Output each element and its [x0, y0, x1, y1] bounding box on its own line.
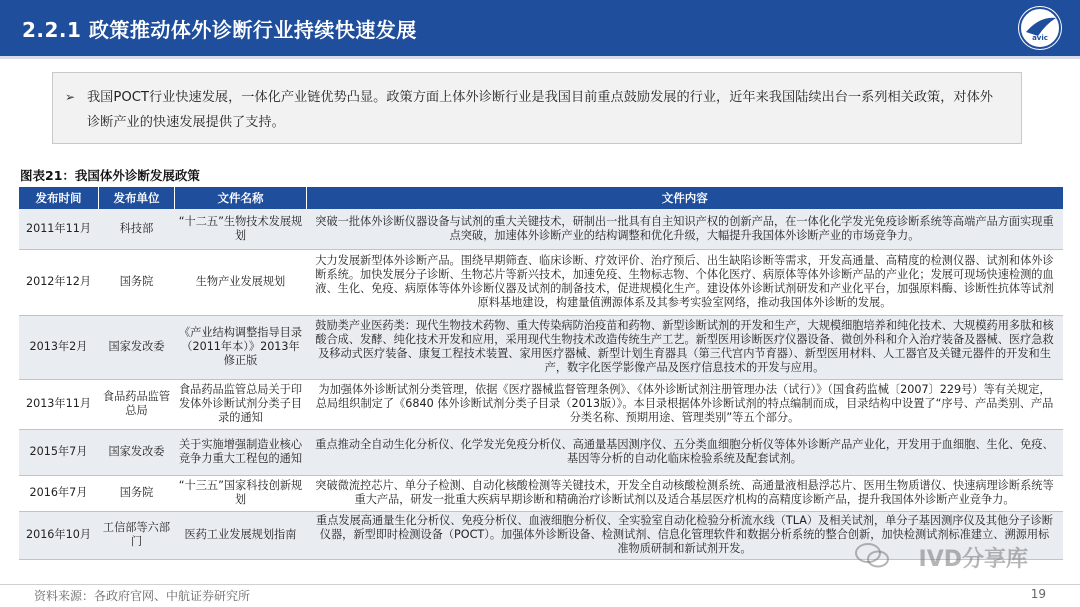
table-header-row — [19, 187, 1063, 209]
footer-divider — [0, 584, 1080, 585]
header-bar — [0, 0, 1080, 56]
table-row — [19, 249, 1063, 315]
cell-name: 关于实施增强制造业核心竞争力重大工程包的通知 — [175, 429, 307, 475]
intro-box — [52, 72, 1022, 144]
table-row — [19, 379, 1063, 429]
cell-unit: 国家发改委 — [99, 429, 175, 475]
table-row — [19, 429, 1063, 475]
header-name: 文件名称 — [175, 187, 307, 209]
cell-name: 《产业结构调整指导目录（2011年本）》2013年修正版 — [175, 315, 307, 379]
header-unit: 发布单位 — [99, 187, 175, 209]
cell-content: 突破微流控芯片、单分子检测、自动化核酸检测等关键技术，开发全自动核酸检测系统、高通量液相悬浮芯片、医用生物质谱仪、快速病理诊断系统等重大产品，研发一批重大疾病早期诊断和精确治疗诊断试剂以及适合基层医疗机构的高精度诊断产品，提升我国体外诊断产业竞争力。 — [307, 475, 1063, 511]
header-content: 文件内容 — [307, 187, 1063, 209]
cell-content: 为加强体外诊断试剂分类管理，依据《医疗器械监督管理条例》、《体外诊断试剂注册管理办法（试行）》（国食药监械〔2007〕229号）等有关规定，总局组织制定了《6840 体外诊断试剂分类子目录（2013版）》。本目录根据体外诊断试剂的特点编制而成，目录结构中设置了“序号、产品类别、产品分类名称、预期用途、管理类别”等五个部分。 — [307, 379, 1063, 429]
cell-content: 鼓励类产业医药类：现代生物技术药物、重大传染病防治疫苗和药物、新型诊断试剂的开发和生产，大规模细胞培养和纯化技术、大规模药用多肽和核酸合成、发酵、纯化技术开发和应用，采用现代生物技术改造传统生产工艺。新型医用诊断医疗仪器设备、微创外科和介入治疗装备及器械、医疗急救及移动式医疗装备、康复工程技术装置、家用医疗器械、新型计划生育器具（第三代宫内节育器）、新型医用材料、人工器官及关键元器件的开发和生产，数字化医学影像产品及医疗信息技术的开发与应用。 — [307, 315, 1063, 379]
cell-unit: 国务院 — [99, 249, 175, 315]
cell-content: 重点发展高通量生化分析仪、免疫分析仪、血液细胞分析仪、全实验室自动化检验分析流水线（TLA）及相关试剂，单分子基因测序仪及其他分子诊断仪器，新型即时检测设备（POCT）。加强体外诊断设备、检测试剂、信息化管理软件和数据分析系统的整合创新，加快检测试剂标准建立、溯源用标准物质研制和新试剂开发。 — [307, 511, 1063, 559]
footer-source: 资料来源：各政府官网、中航证券研究所 — [34, 589, 251, 603]
cell-date: 2013年2月 — [19, 315, 99, 379]
cell-unit: 国家发改委 — [99, 315, 175, 379]
header-divider — [0, 56, 1080, 59]
figure-title: 图表21：我国体外诊断发展政策 — [20, 168, 200, 183]
cell-unit: 工信部等六部门 — [99, 511, 175, 559]
cell-unit: 食品药品监管总局 — [99, 379, 175, 429]
logo-text: avic — [1032, 34, 1048, 42]
avic-logo — [1018, 6, 1062, 50]
cell-date: 2016年10月 — [19, 511, 99, 559]
plane-logo-icon — [1018, 6, 1062, 50]
cell-content: 大力发展新型体外诊断产品。围绕早期筛查、临床诊断、疗效评价、治疗预后、出生缺陷诊断等需求，开发高通量、高精度的检测仪器、试剂和体外诊断系统。加快发展分子诊断、生物芯片等新兴技术，加速免疫、生物标志物、个体化医疗、病原体等体外诊断产品的产业化；发展可现场快速检测的血液、生化、免疫、病原体等体外诊断仪器及试剂的制备技术，促进规模化生产。建设体外诊断试剂研发和产业化平台，加强原料酶、诊断性抗体等试剂原料基地建设，构建量值溯源体系及其参考实验室网络，推动我国体外诊断的发展。 — [307, 249, 1063, 315]
cell-date: 2016年7月 — [19, 475, 99, 511]
watermark-text: IVD分享库 — [918, 547, 1028, 572]
cell-date: 2012年12月 — [19, 249, 99, 315]
cell-unit: 国务院 — [99, 475, 175, 511]
table-row — [19, 475, 1063, 511]
page-title: 2.2.1 政策推动体外诊断行业持续快速发展 — [22, 18, 417, 42]
wechat-watermark-icon — [854, 540, 890, 570]
table-row — [19, 209, 1063, 249]
header-date: 发布时间 — [19, 187, 99, 209]
cell-name: 医药工业发展规划指南 — [175, 511, 307, 559]
policy-table — [18, 187, 1063, 560]
cell-content: 重点推动全自动生化分析仪、化学发光免疫分析仪、高通量基因测序仪、五分类血细胞分析仪等体外诊断产品产业化，开发用于血细胞、生化、免疫、基因等分析的自动化临床检验系统及配套试剂。 — [307, 429, 1063, 475]
page-number: 19 — [1030, 587, 1046, 601]
intro-text: 我国POCT行业快速发展，一体化产业链优势凸显。政策方面上体外诊断行业是我国目前重点鼓励发展的行业，近年来我国陆续出台一系列相关政策，对体外诊断产业的快速发展提供了支持。 — [87, 90, 993, 130]
cell-date: 2011年11月 — [19, 209, 99, 249]
cell-name: 食品药品监管总局关于印发体外诊断试剂分类子目录的通知 — [175, 379, 307, 429]
cell-name: 生物产业发展规划 — [175, 249, 307, 315]
cell-name: “十三五”国家科技创新规划 — [175, 475, 307, 511]
cell-date: 2015年7月 — [19, 429, 99, 475]
bullet-arrow-icon: ➢ — [65, 90, 76, 104]
table-row — [19, 511, 1063, 559]
table-row — [19, 315, 1063, 379]
cell-name: “十二五”生物技术发展规划 — [175, 209, 307, 249]
cell-content: 突破一批体外诊断仪器设备与试剂的重大关键技术，研制出一批具有自主知识产权的创新产品，在一体化化学发光免疫诊断系统等高端产品方面实现重点突破，加速体外诊断产业的结构调整和优化升级，大幅提升我国体外诊断产业的市场竞争力。 — [307, 209, 1063, 249]
cell-unit: 科技部 — [99, 209, 175, 249]
cell-date: 2013年11月 — [19, 379, 99, 429]
